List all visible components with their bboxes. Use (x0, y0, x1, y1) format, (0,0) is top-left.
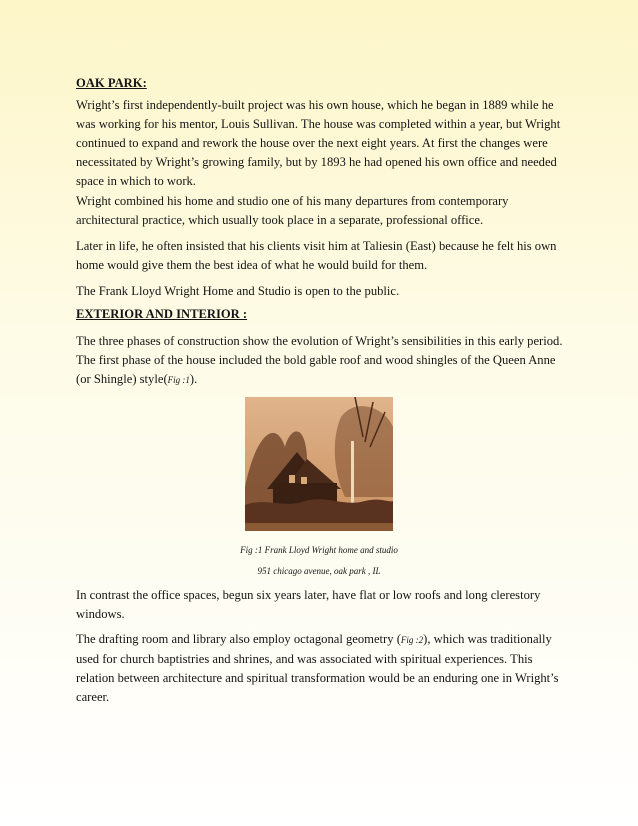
paragraph-3: Later in life, he often insisted that his clients visit him at Taliesin (East) because he felt his own home would give them the best idea of what he would build for them. (76, 239, 557, 272)
paragraph-5-text: The three phases of construction show the evolution of Wright’s sensibilities in this early period. The first phase of the house included the bold gable roof and wood shingles of the Queen Anne (or Shingle) style( (76, 334, 563, 386)
figure-caption-line-1: Fig :1 Frank Lloyd Wright home and studio (240, 545, 398, 555)
paragraph-5-end: ). (189, 372, 198, 386)
paragraph-4: The Frank Lloyd Wright Home and Studio is open to the public. (76, 284, 400, 298)
paragraph-2: Wright combined his home and studio one of his many departures from contemporary architectural practice, which usually took place in a separate, professional office. (76, 194, 509, 227)
paragraph-7 (76, 630, 570, 707)
house-photo (245, 397, 393, 531)
paragraph-7-end: ), which was traditionally used for church baptistries and shrines, and was associated with spiritual experiences. This relation between architecture and spiritual transformation would be an enduring one in Wright’s career. (76, 632, 559, 704)
paragraph-1: Wright’s first independently-built project was his own house, which he began in 1889 while he was working for his mentor, Louis Sullivan. The house was completed within a year, but Wright continued to expand and rework the house over the next eight years. At first the changes were necessitated by Wright’s growing family, but by 1893 he had opened his own office and needed space in which to work. (76, 98, 561, 188)
heading-oak-park: OAK PARK: (76, 76, 147, 90)
figure-caption-line-2: 951 chicago avenue, oak park , IL (257, 566, 381, 576)
fig-1-reference: Fig :1 (167, 375, 190, 385)
paragraph-5 (76, 332, 570, 390)
heading-exterior-interior: EXTERIOR AND INTERIOR : (76, 307, 248, 321)
paragraph-6: In contrast the office spaces, begun six years later, have flat or low roofs and long clerestory windows. (76, 588, 541, 621)
paragraph-7-text: The drafting room and library also employ octagonal geometry ( (76, 632, 401, 646)
fig-2-reference: Fig :2 (400, 635, 424, 645)
